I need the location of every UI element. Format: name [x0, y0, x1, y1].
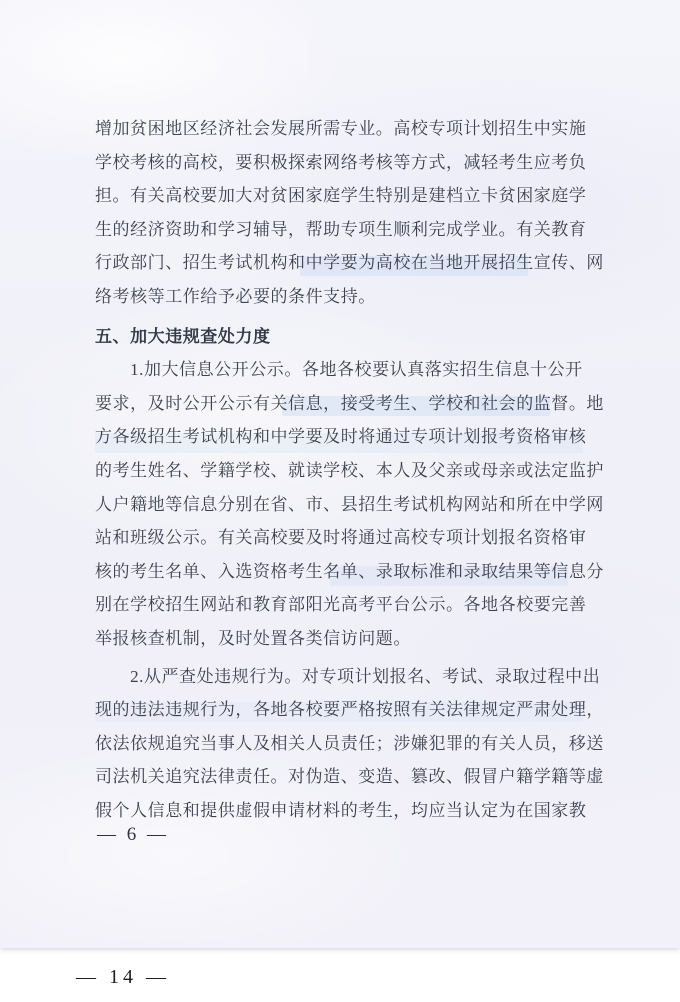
text-line: 的考生姓名、学籍学校、就读学校、本人及父亲或母亲或法定监护: [95, 460, 604, 480]
sheet-page-number: — 14 —: [76, 966, 170, 988]
paragraph-continuation: [95, 112, 604, 314]
text-line: 增加贫困地区经济社会发展所需专业。高校专项计划招生中实施: [95, 119, 587, 138]
text-line: 假个人信息和提供虚假申请材料的考生，均应当认定为在国家教: [95, 800, 587, 820]
text-line: 现的违法违规行为，各地各校要严格按照有关法律规定严肃处理，: [95, 700, 604, 720]
document-body: [95, 112, 604, 827]
text-line: 学校考核的高校，要积极探索网络考核等方式，减轻考生应考负: [95, 152, 587, 172]
text-line: 络考核等工作给予必要的条件支持。: [95, 286, 376, 306]
text-line: 2.从严查处违规行为。对专项计划报名、考试、录取过程中出: [95, 666, 601, 686]
paragraph-info-disclosure: [95, 353, 604, 655]
text-line: 方各级招生考试机构和中学要及时将通过专项计划报考资格审核: [95, 427, 587, 447]
inner-page-number: — 6 —: [97, 824, 169, 845]
text-line: 1.加大信息公开公示。各地各校要认真落实招生信息十公开: [95, 360, 583, 380]
text-line: 站和班级公示。有关高校要及时将通过高校专项计划报名资格审: [95, 528, 587, 548]
text-line: 生的经济资助和学习辅导，帮助专项生顺利完成学业。有关教育: [95, 219, 587, 239]
text-line: 担。有关高校要加大对贫困家庭学生特别是建档立卡贫困家庭学: [95, 186, 587, 206]
paragraph-violation-handling: [95, 660, 604, 828]
text-line: 行政部门、招生考试机构和中学要为高校在当地开展招生宣传、网: [95, 253, 604, 273]
text-line: 要求，及时公开公示有关信息，接受考生、学校和社会的监督。地: [95, 393, 604, 413]
text-line: 依法依规追究当事人及相关人员责任；涉嫌犯罪的有关人员，移送: [95, 733, 604, 753]
text-line: 司法机关追究法律责任。对伪造、变造、篡改、假冒户籍学籍等虚: [95, 767, 604, 787]
text-line: 核的考生名单、入选资格考生名单、录取标准和录取结果等信息分: [95, 561, 604, 581]
text-line: 别在学校招生网站和教育部阳光高考平台公示。各地各校要完善: [95, 595, 587, 615]
text-line: 人户籍地等信息分别在省、市、县招生考试机构网站和所在中学网: [95, 494, 604, 514]
section-heading: 五、加大违规查处力度: [95, 326, 271, 346]
text-line: 举报核查机制，及时处置各类信访问题。: [95, 628, 411, 648]
